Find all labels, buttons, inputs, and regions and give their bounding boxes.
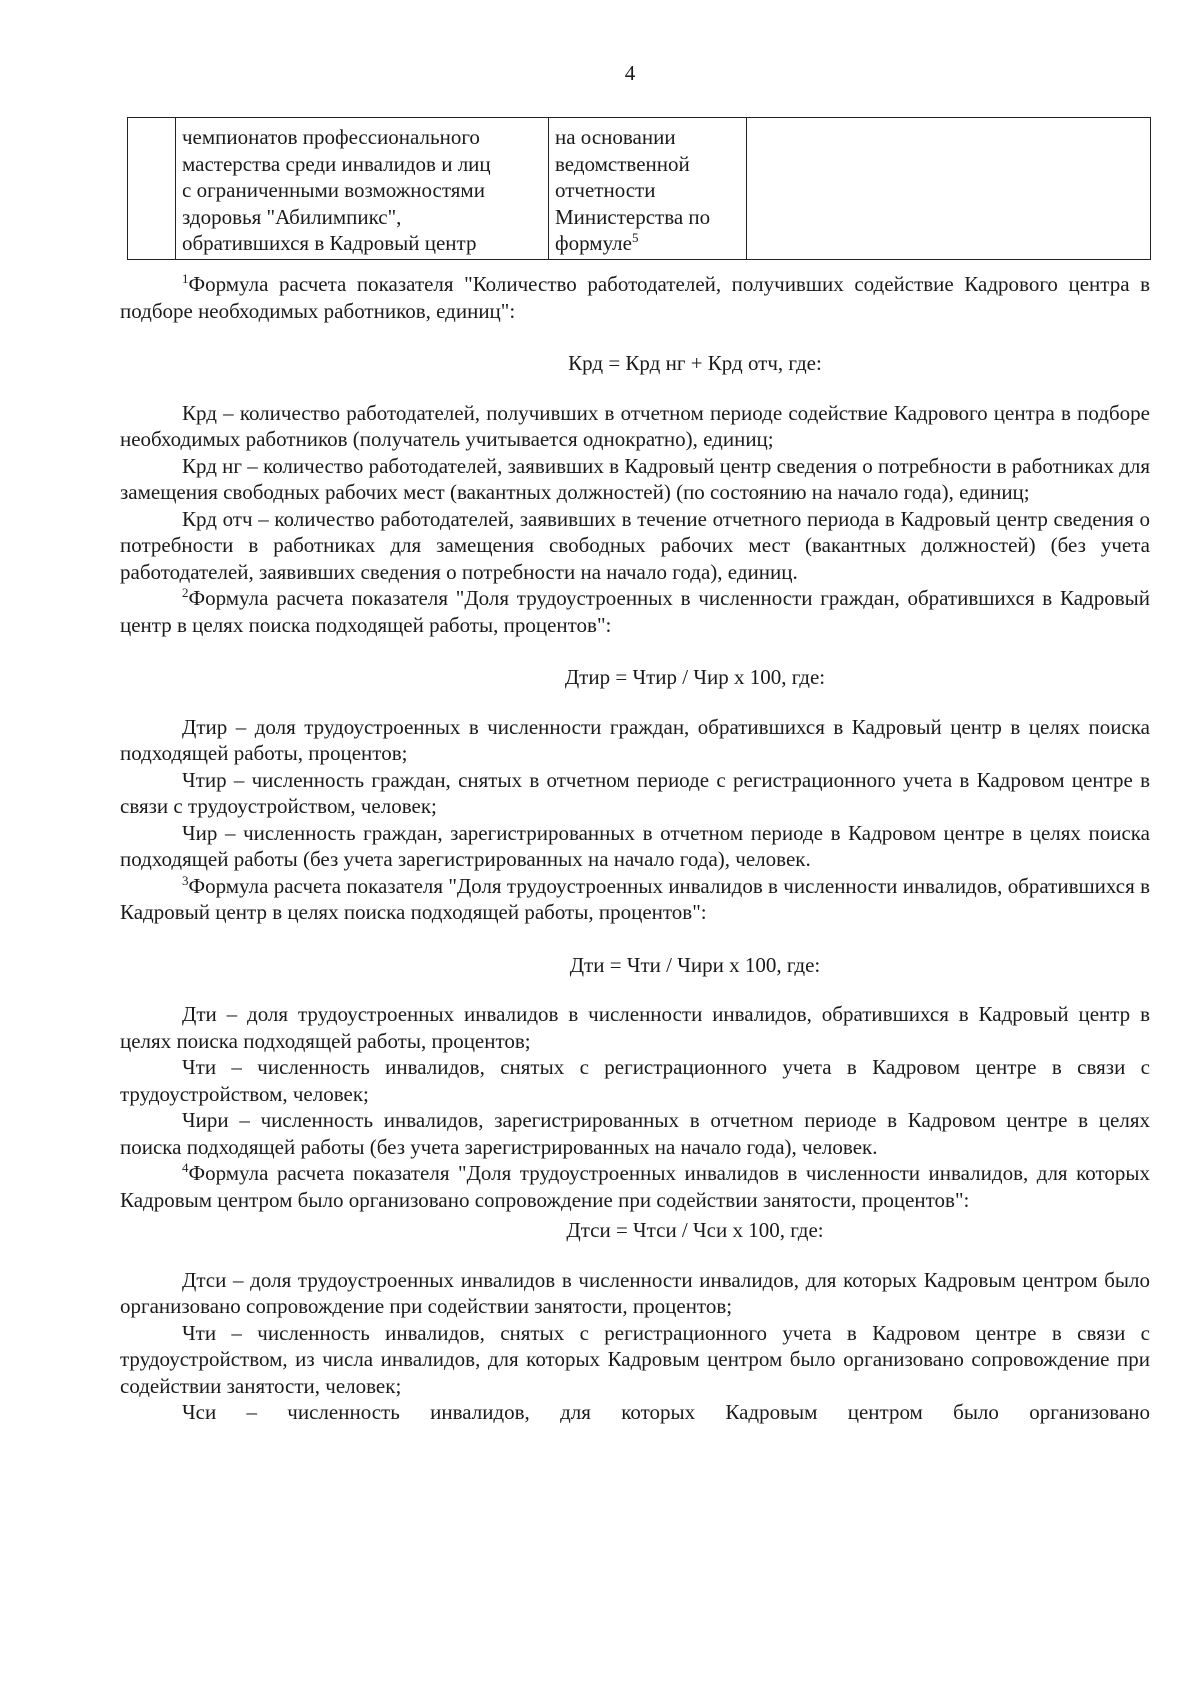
definition-paragraph: Крд – количество работодателей, получивших в отчетном периоде содействие Кадрового центра в подборе необходимых работников (получатель учитывается однократно), единиц; [120,400,1150,451]
footnote-mark: 1 [182,271,189,286]
footnote-intro-text: Формула расчета показателя "Доля трудоустроенных инвалидов в численности инвалидов, обратившихся в Кадровый центр в целях поиска подходящей работы, процентов": [120,873,1150,924]
footnote-3-intro [120,873,1150,926]
indicator-table-fragment [127,117,1151,260]
definition-paragraph: Чири – численность инвалидов, зарегистрированных в отчетном периоде в Кадровом центре в целях поиска подходящей работы (без учета зарегистрированных на начало года), человек. [120,1108,1150,1159]
cell-text-formula: формуле [555,231,632,255]
cell-text-line [555,230,740,257]
definition-paragraph: Чир – численность граждан, зарегистрированных в отчетном периоде в Кадровом центре в целях поиска подходящей работы (без учета зарегистрированных на начало года), человек. [120,820,1150,871]
page-number: 4 [624,61,636,85]
table-row [128,118,1151,260]
formula-dtir: Дтир = Чтир / Чир x 100, где: [564,665,826,689]
table-cell-empty [747,118,1151,260]
cell-text-line: здоровья "Абилимпикс", [182,204,402,229]
footnote-4-intro [120,1160,1150,1213]
cell-text-line: с ограниченными возможностями [182,178,485,202]
footnote-mark: 3 [182,872,189,888]
footnote-intro-text: Формула расчета показателя "Доля трудоустроенных инвалидов в численности инвалидов, для которых Кадровым центром было организовано сопровождение при содействии занятости, процентов": [120,1161,1150,1212]
formula-dti: Дти = Чти / Чири x 100, где: [569,952,821,977]
footnote-1-intro [120,271,1150,324]
definition-paragraph: Чтир – численность граждан, снятых в отчетном периоде с регистрационного учета в Кадровом центре в связи с трудоустройством, человек; [120,767,1150,818]
cell-text-line: Министерства по [555,204,711,229]
formula-krd: Крд = Крд нг + Крд отч, где: [568,351,822,375]
cell-text-line: отчетности [555,178,656,202]
definition-paragraph: Чси – численность инвалидов, для которых Кадровым центром было организовано [182,1400,1150,1424]
footnote-mark: 2 [182,585,189,600]
table-cell-number [128,118,176,260]
formula-dtsi: Дтси = Чтси / Чси x 100, где: [566,1218,824,1242]
footnote-2-intro [120,585,1150,638]
footnote-intro-text: Формула расчета показателя "Количество работодателей, получивших содействие Кадрового центра в подборе необходимых работников, единиц": [120,272,1150,323]
cell-text-line: обратившихся в Кадровый центр [182,231,477,255]
definition-paragraph: Дтси – доля трудоустроенных инвалидов в численности инвалидов, для которых Кадровым центром было организовано сопровождение при содействии занятости, процентов; [120,1267,1150,1318]
definition-paragraph: Чти – численность инвалидов, снятых с регистрационного учета в Кадровом центре в связи с трудоустройством, человек; [120,1055,1150,1106]
footnote-mark: 4 [182,1160,189,1175]
definition-paragraph: Дтир – доля трудоустроенных в численности граждан, обратившихся в Кадровый центр в целях поиска подходящей работы, процентов; [120,714,1150,765]
table-cell-indicator [176,118,549,260]
cell-text-line: на основании [555,125,676,149]
table-cell-source [549,118,747,260]
cell-text-line: мастерства среди инвалидов и лиц [182,151,491,176]
definition-paragraph: Крд отч – количество работодателей, заявивших в течение отчетного периода в Кадровый центр сведения о потребности в работниках для замещения свободных рабочих мест (вакантных должностей) (без учета работодателей, заявивших сведения о потребности на начало года), единиц. [120,506,1150,584]
definition-paragraph: Дти – доля трудоустроенных инвалидов в численности инвалидов, обратившихся в Кадровый центр в целях поиска подходящей работы, процентов; [120,1002,1150,1053]
footnote-reference: 5 [631,230,639,245]
definition-paragraph: Крд нг – количество работодателей, заявивших в Кадровый центр сведения о потребности в работниках для замещения свободных рабочих мест (вакантных должностей) (по состоянию на начало года), единиц; [120,453,1150,504]
definition-paragraph: Чти – численность инвалидов, снятых с регистрационного учета в Кадровом центре в связи с трудоустройством, из числа инвалидов, для которых Кадровым центром было организовано сопровождение при содействии занятости, человек; [120,1320,1150,1398]
cell-text-line: ведомственной [555,151,690,176]
footnote-intro-text: Формула расчета показателя "Доля трудоустроенных в численности граждан, обратившихся в Кадровый центр в целях поиска подходящей работы, процентов": [120,586,1150,637]
footnotes-body [120,271,1150,1426]
cell-text-line: чемпионатов профессионального [182,125,480,149]
